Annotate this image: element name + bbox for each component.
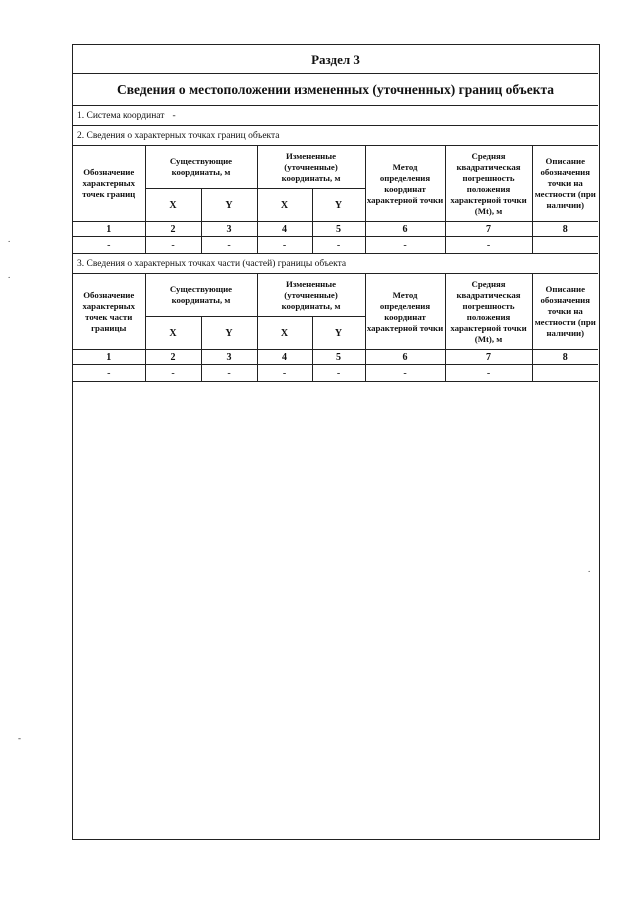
column-number: 2	[145, 350, 201, 365]
object-title: Сведения о местоположении измененных (уточненных) границ объекта	[73, 74, 598, 106]
table-row	[73, 222, 598, 237]
coord-system-value: -	[172, 111, 176, 121]
header-changed-x: X	[257, 189, 312, 222]
column-number: 4	[257, 350, 312, 365]
column-number: 8	[532, 222, 598, 237]
column-number: 7	[445, 350, 532, 365]
column-number: 1	[73, 350, 145, 365]
table-row	[73, 350, 598, 365]
header-changed: Измененные (уточненные) координаты, м	[257, 274, 365, 317]
header-changed: Измененные (уточненные) координаты, м	[257, 146, 365, 189]
header-point: Обозначение характерных точек границ	[73, 146, 145, 222]
table2	[73, 274, 598, 382]
margin-mark: .	[588, 564, 591, 574]
margin-mark: .	[8, 234, 11, 244]
header-description: Описание обозначения точки на местности (при наличии)	[532, 146, 598, 222]
header-existing-y: Y	[201, 189, 257, 222]
form-sheet	[73, 45, 598, 382]
column-number: 6	[365, 222, 445, 237]
cell-value: -	[201, 365, 257, 382]
column-number: 3	[201, 222, 257, 237]
header-changed-x: X	[257, 317, 312, 350]
header-changed-y: Y	[312, 317, 365, 350]
column-number: 7	[445, 222, 532, 237]
header-method: Метод определения координат характерной точки	[365, 274, 445, 350]
column-number: 5	[312, 222, 365, 237]
cell-value: -	[312, 365, 365, 382]
header-error: Средняя квадратическая погрешность положения характерной точки (Mt), м	[445, 274, 532, 350]
section-title: Раздел 3	[73, 45, 598, 74]
column-number: 6	[365, 350, 445, 365]
cell-value: -	[145, 365, 201, 382]
column-number: 5	[312, 350, 365, 365]
column-number: 4	[257, 222, 312, 237]
table-row	[73, 237, 598, 254]
header-existing-y: Y	[201, 317, 257, 350]
column-number: 3	[201, 350, 257, 365]
cell-value: -	[445, 237, 532, 254]
header-method: Метод определения координат характерной точки	[365, 146, 445, 222]
cell-value: -	[201, 237, 257, 254]
margin-mark: -	[18, 733, 21, 743]
header-existing: Существующие координаты, м	[145, 146, 257, 189]
header-description: Описание обозначения точки на местности (при наличии)	[532, 274, 598, 350]
header-error: Средняя квадратическая погрешность положения характерной точки (Mt), м	[445, 146, 532, 222]
column-number: 2	[145, 222, 201, 237]
header-changed-y: Y	[312, 189, 365, 222]
column-number: 1	[73, 222, 145, 237]
header-existing-x: X	[145, 317, 201, 350]
table1	[73, 146, 598, 254]
cell-value: -	[257, 365, 312, 382]
cell-value: -	[257, 237, 312, 254]
cell-value: -	[73, 237, 145, 254]
coord-system-label: 1. Система координат	[77, 111, 165, 121]
cell-value: -	[312, 237, 365, 254]
cell-value: -	[365, 237, 445, 254]
coord-system-row	[73, 106, 598, 126]
header-existing-x: X	[145, 189, 201, 222]
header-existing: Существующие координаты, м	[145, 274, 257, 317]
cell-value	[532, 365, 598, 382]
column-number: 8	[532, 350, 598, 365]
cell-value: -	[365, 365, 445, 382]
table1-caption: 2. Сведения о характерных точках границ объекта	[73, 126, 598, 146]
cell-value: -	[145, 237, 201, 254]
table-row	[73, 365, 598, 382]
document-frame	[72, 44, 600, 840]
cell-value: -	[445, 365, 532, 382]
header-point: Обозначение характерных точек части границы	[73, 274, 145, 350]
margin-mark: .	[8, 270, 11, 280]
cell-value	[532, 237, 598, 254]
table2-caption: 3. Сведения о характерных точках части (частей) границы объекта	[73, 254, 598, 274]
cell-value: -	[73, 365, 145, 382]
